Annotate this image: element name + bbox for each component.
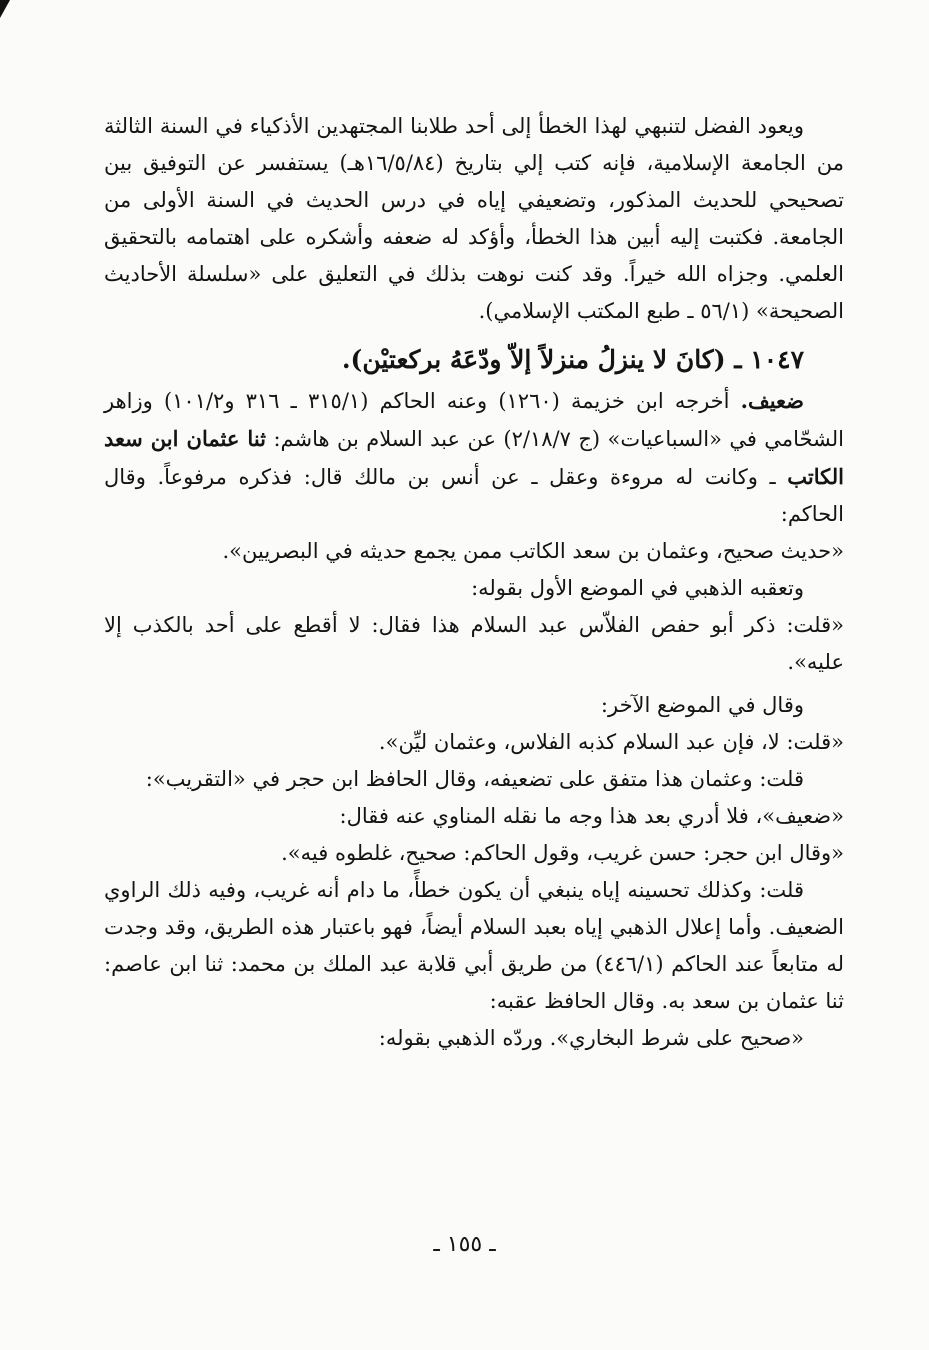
- takhrij-narrator: ثنا عثمان ابن سعد الكاتب: [104, 426, 844, 489]
- paragraph-dhahabi-second: وقال في الموضع الآخر:: [600, 693, 804, 717]
- quote-dhahabi-second: «قلت: لا، فإن عبد السلام كذبه الفلاس، وعثمان ليِّن».: [378, 730, 844, 754]
- quote-bukhari: «صحيح على شرط البخاري». وردّه الذهبي بقوله:: [378, 1026, 804, 1050]
- scan-corner-mark: [0, 0, 10, 18]
- paragraph-dhahabi-first: وتعقبه الذهبي في الموضع الأول بقوله:: [471, 576, 804, 600]
- quote-hakim: «حديث صحيح، وعثمان بن سعد الكاتب ممن يجمع حديثه في البصريين».: [222, 539, 844, 563]
- page-body: [104, 108, 844, 1057]
- paragraph-intro: ويعود الفضل لتنبهي لهذا الخطأ إلى أحد طلابنا المجتهدين الأذكياء في السنة الثالثة من الجامعة الإسلامية، فإنه كتب إلي بتاريخ (١٦/٥/٨٤هـ) يستفسر عن التوفيق بين تصحيحي للحديث المذكور، وتضعيفي إياه في درس الحديث في السنة الأولى من الجامعة. فكتبت إليه أبين هذا الخطأ، وأؤكد له ضعفه وأشكره على اهتمامه بالتحقيق العلمي. وجزاه الله خيراً. وقد كنت نوهت بذلك في التعليق على «سلسلة الأحاديث الصحيحة» (٥٦/١ ـ طبع المكتب الإسلامي).: [104, 114, 844, 323]
- grade-label: ضعيف.: [740, 388, 804, 413]
- paragraph-conclusion: قلت: وكذلك تحسينه إياه ينبغي أن يكون خطأً، ما دام أنه غريب، وفيه ذلك الراوي الضعيف. وأما إعلال الذهبي إياه بعبد السلام أيضاً، فهو باعتبار هذه الطريق، وقد وجدت له متابعاً عند الحاكم (٤٤٦/١) من طريق أبي قلابة عبد الملك بن محمد: ثنا ابن عاصم: ثنا عثمان بن سعد به. وقال الحافظ عقبه:: [104, 878, 845, 1013]
- takhrij-text-a: أخرجه ابن خزيمة (١٢٦٠) وعنه الحاكم (٣١٥/١ ـ ٣١٦ و١٠١/٢) وزاهر الشحّامي في «السباعيات» (ج ٢/١٨/٧) عن عبد السلام بن هاشم:: [104, 389, 844, 451]
- paragraph-uthman-weak: قلت: وعثمان هذا متفق على تضعيفه، وقال الحافظ ابن حجر في «التقريب»:: [145, 767, 804, 791]
- quote-dhahabi-first: «قلت: ذكر أبو حفص الفلاّس عبد السلام هذا فقال: لا أقطع على أحد بالكذب إلا عليه».: [104, 613, 844, 674]
- takhrij-text-c: ـ وكانت له مروءة وعقل ـ عن أنس بن مالك قال: فذكره مرفوعاً. وقال الحاكم:: [104, 465, 844, 526]
- hadith-heading: ١٠٤٧ ـ (كانَ لا ينزلُ منزلاً إلاّ ودّعَهُ بركعتيْن).: [341, 345, 804, 374]
- quote-taqrib: «ضعيف»، فلا أدري بعد هذا وجه ما نقله المناوي عنه فقال:: [339, 804, 844, 828]
- paragraph-takhrij: [104, 382, 844, 533]
- quote-ibn-hajar: «وقال ابن حجر: حسن غريب، وقول الحاكم: صحيح، غلطوه فيه».: [281, 841, 844, 865]
- page-number: ـ ١٥٥ ـ: [433, 1232, 496, 1257]
